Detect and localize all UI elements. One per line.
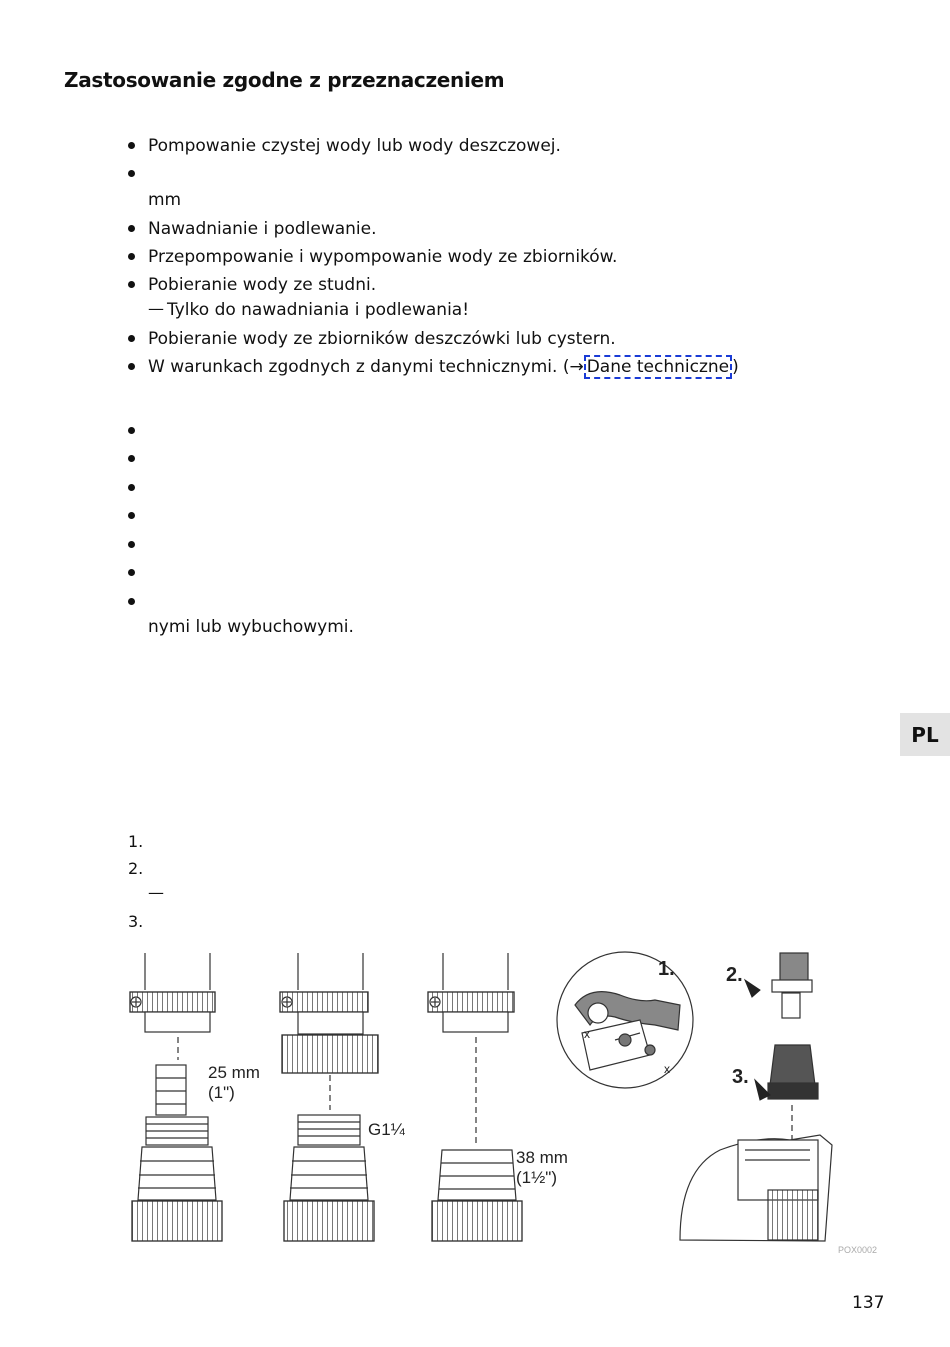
label-g114: G1¼ bbox=[368, 1120, 405, 1139]
bullet bbox=[128, 170, 135, 177]
language-tab: PL bbox=[900, 713, 950, 756]
figure-step-1: 1. bbox=[658, 958, 675, 980]
list-item: Pobieranie wody ze zbiorników deszczówki lub cystern. bbox=[148, 329, 616, 349]
bullet bbox=[128, 512, 135, 519]
bullet bbox=[128, 598, 135, 605]
list-item-continuation: mm bbox=[148, 190, 182, 210]
section-heading: Zastosowanie zgodne z przeznaczeniem bbox=[64, 68, 505, 92]
list-item-text: W warunkach zgodnych z danymi technicznymi. (→ bbox=[148, 357, 584, 377]
hose-connection-figure bbox=[120, 945, 890, 1265]
figure-step-3: 3. bbox=[732, 1066, 749, 1088]
page-number: 137 bbox=[852, 1293, 885, 1313]
bullet bbox=[128, 363, 135, 370]
hose-fitting-38mm bbox=[428, 953, 522, 1241]
list-item: Przepompowanie i wypompowanie wody ze zbiorników. bbox=[148, 247, 618, 267]
bullet bbox=[128, 569, 135, 576]
step-number: 2. bbox=[128, 859, 144, 878]
bullet bbox=[128, 281, 135, 288]
pump-assembly bbox=[680, 953, 832, 1241]
list-item: Pobieranie wody ze studni. bbox=[148, 275, 377, 295]
bullet bbox=[128, 455, 135, 462]
bullet bbox=[128, 427, 135, 434]
label-1in: (1") bbox=[208, 1083, 235, 1102]
bullet bbox=[128, 541, 135, 548]
bullet bbox=[128, 484, 135, 491]
list-item: Nawadnianie i podlewanie. bbox=[148, 219, 377, 239]
label-1-5in: (1½") bbox=[516, 1168, 557, 1187]
sub-item-dash: — bbox=[148, 299, 164, 318]
bullet bbox=[128, 225, 135, 232]
list-item bbox=[148, 359, 739, 376]
step-number: 1. bbox=[128, 832, 144, 851]
list-item-continuation: nymi lub wybuchowymi. bbox=[148, 617, 354, 637]
label-25mm: 25 mm bbox=[208, 1063, 260, 1082]
bullet bbox=[128, 253, 135, 260]
list-item: Pompowanie czystej wody lub wody deszczowej. bbox=[148, 136, 561, 156]
figure-step-2: 2. bbox=[726, 964, 743, 986]
hose-fitting-g114 bbox=[280, 953, 378, 1241]
figure-code: POX0002 bbox=[838, 1245, 878, 1255]
link-close: ) bbox=[732, 357, 739, 377]
label-38mm: 38 mm bbox=[516, 1148, 568, 1167]
sub-item-dash: — bbox=[148, 883, 164, 902]
technical-data-link[interactable]: Dane techniczne bbox=[584, 355, 732, 379]
dimension-x: x bbox=[584, 1027, 590, 1041]
step-number: 3. bbox=[128, 912, 144, 931]
sub-item: Tylko do nawadniania i podlewania! bbox=[167, 300, 470, 320]
bullet bbox=[128, 142, 135, 149]
dimension-x: x bbox=[664, 1062, 670, 1076]
bullet bbox=[128, 335, 135, 342]
